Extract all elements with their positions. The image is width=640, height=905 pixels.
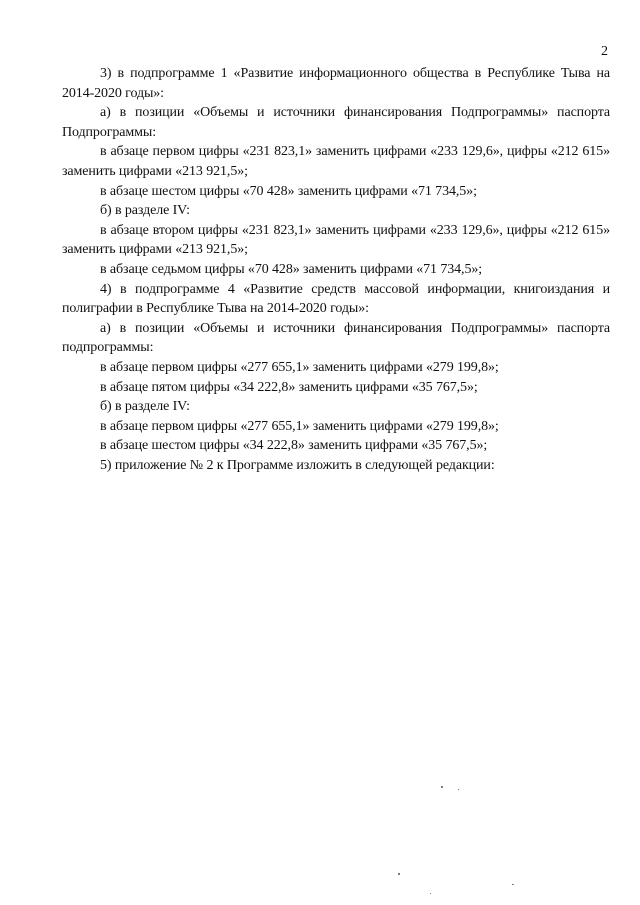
scan-speck [430,893,431,894]
paragraph-first-indent-change-3: в абзаце первом цифры «277 655,1» заменить цифрами «279 199,8»; [100,418,499,434]
paragraph-sixth-indent-change-2: в абзаце шестом цифры «34 222,8» заменить цифрами «35 767,5»; [100,438,488,454]
scan-speck [512,884,514,885]
paragraph-appendix-2: 5) приложение № 2 к Программе изложить в следующей редакции: [100,457,495,473]
paragraph-seventh-indent-change: в абзаце седьмом цифры «70 428» заменить цифрами «71 734,5»; [100,261,483,277]
paragraph-first-indent-change-2: в абзаце первом цифры «277 655,1» заменить цифрами «279 199,8»; [100,359,499,375]
paragraph-section-iv: б) в разделе IV: [100,203,190,219]
paragraph-subprogram-4: 4) в подпрограмме 4 «Развитие средств массовой информации, книгоиздания и полиграфии в Республике Тыва на 2014-2020 годы»: [62,281,610,317]
paragraph-sixth-indent-change: в абзаце шестом цифры «70 428» заменить цифрами «71 734,5»; [100,183,477,199]
scan-speck [441,786,443,788]
document-body [62,64,610,475]
paragraph-passport-position-2: а) в позиции «Объемы и источники финансирования Подпрограммы» паспорта подпрограммы: [62,320,610,356]
paragraph-subprogram-1: 3) в подпрограмме 1 «Развитие информационного общества в Республике Тыва на 2014-2020 годы»: [62,66,610,101]
scan-speck [458,789,459,790]
paragraph-fifth-indent-change: в абзаце пятом цифры «34 222,8» заменить цифрами «35 767,5»; [100,379,478,395]
paragraph-first-indent-change: в абзаце первом цифры «231 823,1» заменить цифрами «233 129,6», цифры «212 615» заменить цифрами «213 921,5»; [62,144,610,179]
scan-speck [398,873,400,875]
paragraph-section-iv-2: б) в разделе IV: [100,399,190,415]
paragraph-second-indent-change: в абзаце втором цифры «231 823,1» заменить цифрами «233 129,6», цифры «212 615» заменить цифрами «213 921,5»; [62,222,610,258]
page-number: 2 [601,44,608,59]
paragraph-passport-position: а) в позиции «Объемы и источники финансирования Подпрограммы» паспорта Подпрограммы: [62,105,610,140]
